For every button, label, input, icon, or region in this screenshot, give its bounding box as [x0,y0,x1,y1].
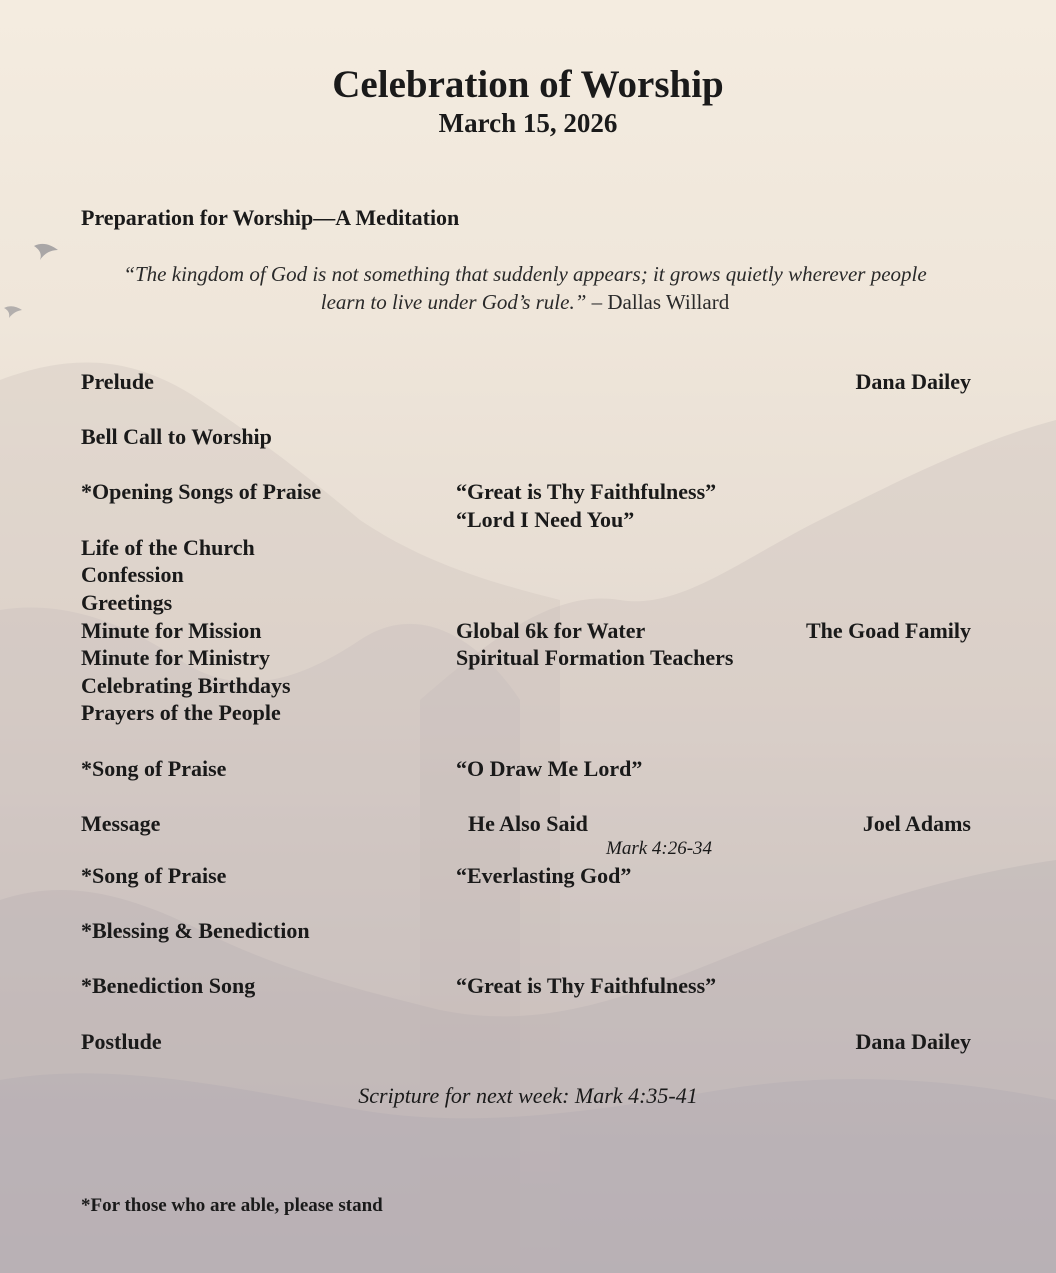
order-item: *Benediction Song [81,973,256,998]
order-row [81,617,971,645]
order-detail: Spiritual Formation Teachers [456,645,734,670]
order-row [81,862,971,890]
order-row [81,810,971,838]
order-row [81,672,971,700]
order-row [81,423,971,451]
order-item: *Blessing & Benediction [81,918,310,943]
order-item: Message [81,811,161,836]
order-item: *Song of Praise [81,756,227,781]
order-item: Minute for Mission [81,618,262,643]
order-row [81,478,971,506]
order-row [81,561,971,589]
order-item: *Opening Songs of Praise [81,479,322,504]
page-title: Celebration of Worship [332,63,724,106]
order-leader: Dana Dailey [855,1029,971,1054]
order-row [81,699,971,727]
quote-attribution: – Dallas Willard [586,290,730,314]
order-leader: Joel Adams [862,811,971,836]
order-row [81,368,971,396]
order-item: Celebrating Birthdays [81,673,291,698]
order-detail: Global 6k for Water [456,618,646,643]
meditation-quote [70,260,980,316]
order-item: Life of the Church [81,535,255,560]
order-row [81,589,971,617]
preparation-heading: Preparation for Worship—A Meditation [81,205,460,230]
order-row [81,755,971,783]
order-row [81,1028,971,1056]
order-item: Confession [81,562,184,587]
standing-footnote: *For those who are able, please stand [81,1195,383,1216]
order-row [81,506,971,534]
order-row [81,534,971,562]
order-leader: Dana Dailey [855,369,971,394]
quote-line-2: learn to live under God’s rule.” [320,290,587,314]
order-detail: “Great is Thy Faithfulness” [456,973,717,998]
order-item: Prayers of the People [81,700,281,725]
order-item: Bell Call to Worship [81,424,272,449]
next-week-scripture: Scripture for next week: Mark 4:35-41 [358,1083,698,1108]
order-detail: “Everlasting God” [456,863,632,888]
order-detail: He Also Said [468,811,588,836]
order-detail: “Great is Thy Faithfulness” [456,479,717,504]
order-row [81,917,971,945]
order-item: Minute for Ministry [81,645,271,670]
order-row [81,972,971,1000]
order-leader: The Goad Family [805,618,971,643]
order-row [81,644,971,672]
order-detail: “Lord I Need You” [456,507,635,532]
order-item: Greetings [81,590,173,615]
order-item: *Song of Praise [81,863,227,888]
order-item: Postlude [81,1029,162,1054]
order-item: Prelude [81,369,154,394]
message-scripture-reference: Mark 4:26-34 [606,838,713,859]
quote-line-1: “The kingdom of God is not something that suddenly appears; it grows quietly wherever people [123,262,927,286]
order-detail: “O Draw Me Lord” [456,756,643,781]
service-date: March 15, 2026 [438,108,618,138]
